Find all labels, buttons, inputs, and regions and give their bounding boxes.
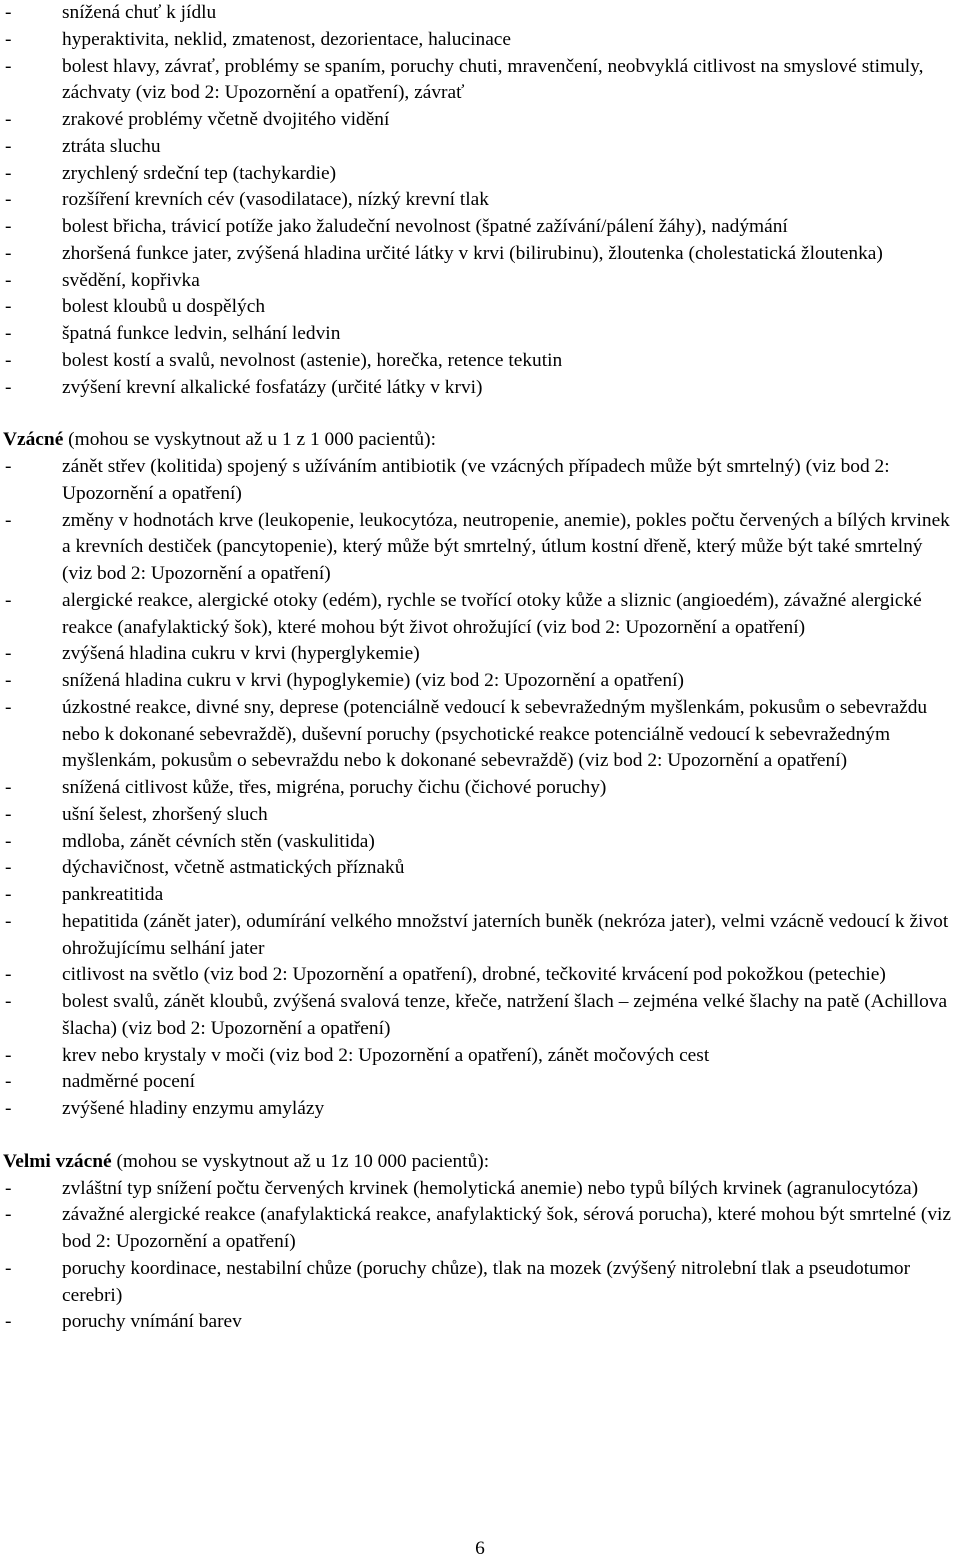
list-dash: - <box>5 216 12 237</box>
list-item <box>0 882 960 909</box>
list-item <box>0 321 960 348</box>
list-item <box>0 268 960 295</box>
list-dash: - <box>5 1071 12 1093</box>
list-dash: - <box>5 162 12 184</box>
list-item <box>0 294 960 321</box>
list-item-text: úzkostné reakce, divné sny, deprese (potenciálně vedoucí k sebevražedným myšlenkám, pokusům o sebevraždu nebo k dokonané sebevraždě), duševní poruchy (psychotické reakce potenciálně vedoucí k sebevražedným myšlenkám, pokusům o sebevraždu nebo k dokonané sebevraždě) (viz bod 2: Upozornění a opatření) <box>62 696 928 772</box>
page-number: 6 <box>475 1538 485 1559</box>
list-dash: - <box>5 1044 12 1066</box>
list-dash: - <box>5 109 12 130</box>
list-item-text: bolest kloubů u dospělých <box>62 296 266 318</box>
list-item <box>0 588 960 642</box>
list-item-text: bolest břicha, trávicí potíže jako žaludeční nevolnost (špatné zažívání/pálení žáhy), nadýmání <box>62 216 788 237</box>
list-item-text: pankreatitida <box>62 884 164 905</box>
list-item <box>0 1202 960 1256</box>
list-item-text: zhoršená funkce jater, zvýšená hladina určité látky v krvi (bilirubinu), žloutenka (cholestatická žloutenka) <box>62 242 883 264</box>
rare-section-heading <box>0 427 960 454</box>
list-item <box>0 855 960 882</box>
list-item <box>0 1043 960 1070</box>
list-item-text: snížená citlivost kůže, třes, migréna, poruchy čichu (čichové poruchy) <box>62 777 607 798</box>
list-item-text: zvláštní typ snížení počtu červených krvinek (hemolytická anemie) nebo typů bílých krvinek (agranulocytóza) <box>62 1177 919 1199</box>
list-item <box>0 775 960 802</box>
list-dash: - <box>5 1204 12 1226</box>
very-rare-side-effects-list <box>0 1176 960 1337</box>
list-item-text: citlivost na světlo (viz bod 2: Upozornění a opatření), drobné, tečkovité krvácení pod pokožkou (petechie) <box>62 964 886 986</box>
list-dash: - <box>5 509 12 531</box>
list-dash: - <box>5 696 12 718</box>
list-item-text: poruchy vnímání barev <box>62 1311 242 1333</box>
list-item <box>0 508 960 588</box>
list-item <box>0 214 960 241</box>
list-item <box>0 27 960 54</box>
list-dash: - <box>5 589 12 611</box>
list-item-text: hepatitida (zánět jater), odumírání velkého množství jaterních buněk (nekróza jater), velmi vzácně vedoucí k život ohrožujícímu selhání jater <box>62 910 949 959</box>
list-item <box>0 1256 960 1310</box>
very-rare-section-heading <box>0 1149 960 1176</box>
list-item <box>0 909 960 963</box>
list-dash: - <box>5 376 12 398</box>
list-item <box>0 375 960 402</box>
list-item-text: snížená chuť k jídlu <box>62 2 217 23</box>
list-dash: - <box>5 189 12 211</box>
list-item-text: zánět střev (kolitida) spojený s užíváním antibiotik (ve vzácných případech může být smrtelný) (viz bod 2: Upozornění a opatření) <box>62 456 890 504</box>
list-dash: - <box>5 456 12 477</box>
list-dash: - <box>5 28 12 50</box>
list-item <box>0 134 960 161</box>
list-item <box>0 161 960 188</box>
list-item-text: hyperaktivita, neklid, zmatenost, dezorientace, halucinace <box>62 28 512 50</box>
list-item-text: bolest kostí a svalů, nevolnost (astenie), horečka, retence tekutin <box>62 349 563 371</box>
list-item <box>0 1176 960 1203</box>
list-item-text: mdloba, zánět cévních stěn (vaskulitida) <box>62 830 375 852</box>
list-item-text: bolest hlavy, závrať, problémy se spaním, poruchy chuti, mravenčení, neobvyklá citlivost na smyslové stimuly, záchvaty (viz bod 2: Upozornění a opatření), závrať <box>62 55 924 104</box>
list-dash: - <box>5 296 12 318</box>
list-dash: - <box>5 803 12 825</box>
list-item-text: zrakové problémy včetně dvojitého vidění <box>62 109 390 130</box>
list-item <box>0 1309 960 1336</box>
list-dash: - <box>5 323 12 344</box>
list-item-text: snížená hladina cukru v krvi (hypoglykemie) (viz bod 2: Upozornění a opatření) <box>62 670 684 691</box>
list-item <box>0 641 960 668</box>
list-item-text: zvýšení krevní alkalické fosfatázy (určité látky v krvi) <box>62 376 483 398</box>
list-item <box>0 1096 960 1123</box>
list-dash: - <box>5 964 12 986</box>
list-item <box>0 668 960 695</box>
list-item-text: svědění, kopřivka <box>62 269 200 291</box>
list-item-text: špatná funkce ledvin, selhání ledvin <box>62 323 341 344</box>
list-dash: - <box>5 242 12 264</box>
list-item <box>0 962 960 989</box>
very-rare-heading-rest: (mohou se vyskytnout až u 1z 10 000 pacientů): <box>111 1150 490 1172</box>
list-item-text: nadměrné pocení <box>62 1071 195 1093</box>
list-item <box>0 802 960 829</box>
list-dash: - <box>5 1098 12 1119</box>
list-item-text: ztráta sluchu <box>62 135 161 157</box>
list-dash: - <box>5 1177 12 1199</box>
list-item <box>0 241 960 268</box>
list-item <box>0 454 960 508</box>
list-item-text: ušní šelest, zhoršený sluch <box>62 803 268 825</box>
list-item-text: zvýšené hladiny enzymu amylázy <box>62 1098 325 1119</box>
list-item <box>0 187 960 214</box>
list-dash: - <box>5 643 12 665</box>
list-dash: - <box>5 910 12 932</box>
list-dash: - <box>5 991 12 1012</box>
list-dash: - <box>5 884 12 905</box>
list-dash: - <box>5 857 12 879</box>
list-item-text: rozšíření krevních cév (vasodilatace), nízký krevní tlak <box>62 189 489 211</box>
list-item-text: krev nebo krystaly v moči (viz bod 2: Upozornění a opatření), zánět močových cest <box>62 1044 710 1066</box>
list-item-text: zvýšená hladina cukru v krvi (hyperglykemie) <box>62 643 420 665</box>
list-dash: - <box>5 269 12 291</box>
list-item <box>0 54 960 108</box>
common-side-effects-list <box>0 0 960 401</box>
list-item-text: zrychlený srdeční tep (tachykardie) <box>62 162 337 184</box>
list-dash: - <box>5 55 12 77</box>
rare-heading-rest: (mohou se vyskytnout až u 1 z 1 000 pacientů): <box>63 429 436 451</box>
rare-side-effects-list <box>0 454 960 1123</box>
list-item <box>0 107 960 134</box>
list-dash: - <box>5 1257 12 1279</box>
list-dash: - <box>5 349 12 371</box>
list-item-text: závažné alergické reakce (anafylaktická reakce, anafylaktický šok, sérová porucha), které mohou být smrtelné (viz bod 2: Upozornění a opatření) <box>62 1204 952 1252</box>
list-dash: - <box>5 135 12 157</box>
list-item <box>0 348 960 375</box>
list-item <box>0 0 960 27</box>
list-item-text: poruchy koordinace, nestabilní chůze (poruchy chůze), tlak na mozek (zvýšený nitrolební tlak a pseudotumor cerebri) <box>62 1257 911 1306</box>
list-dash: - <box>5 830 12 852</box>
list-item <box>0 1069 960 1096</box>
rare-heading-bold: Vzácné <box>3 429 64 451</box>
list-item-text: bolest svalů, zánět kloubů, zvýšená svalová tenze, křeče, natržení šlach – zejména velké šlachy na patě (Achillova šlacha) (viz bod 2: Upozornění a opatření) <box>62 991 948 1039</box>
list-dash: - <box>5 1311 12 1333</box>
very-rare-heading-bold: Velmi vzácné <box>3 1150 112 1172</box>
list-dash: - <box>5 670 12 691</box>
list-item-text: dýchavičnost, včetně astmatických příznaků <box>62 857 405 879</box>
list-dash: - <box>5 777 12 798</box>
list-item <box>0 829 960 856</box>
list-item <box>0 695 960 775</box>
list-item <box>0 989 960 1043</box>
list-item-text: alergické reakce, alergické otoky (edém), rychle se tvořící otoky kůže a sliznic (angioedém), závažné alergické reakce (anafylaktický šok), které mohou být život ohrožující (viz bod 2: Upozornění a opatření) <box>62 589 922 638</box>
list-item-text: změny v hodnotách krve (leukopenie, leukocytóza, neutropenie, anemie), pokles počtu červených a bílých krvinek a krevních destiček (pancytopenie), který může být smrtelný, útlum kostní dřeně, který může být také smrtelný (viz bod 2: Upozornění a opatření) <box>62 509 950 584</box>
list-dash: - <box>5 2 12 23</box>
